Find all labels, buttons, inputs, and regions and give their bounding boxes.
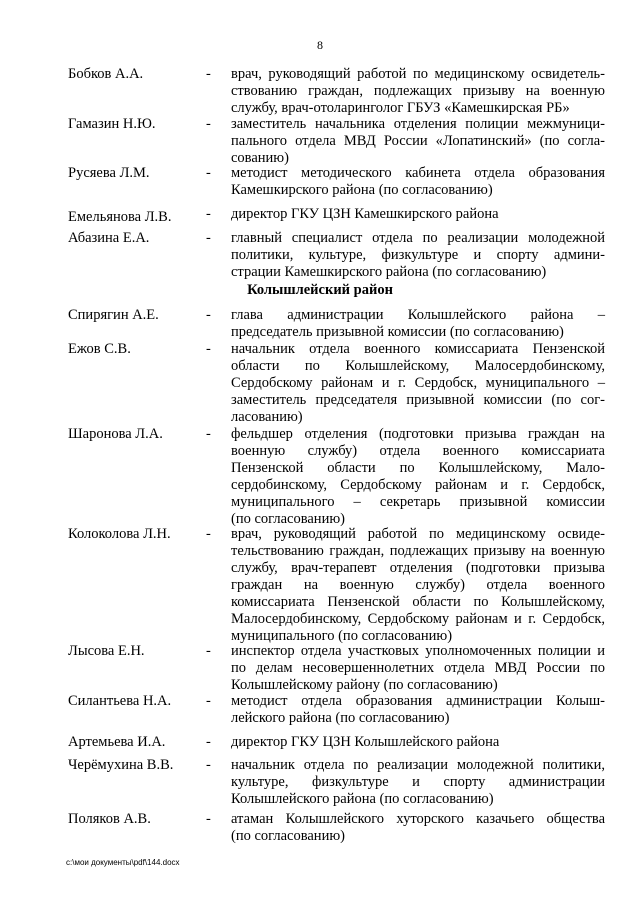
member-name: Абазина Е.А. — [68, 230, 150, 246]
role-line: инспектор отдела участковых уполномоченных полиции и — [231, 643, 605, 659]
role-line: ствованию граждан, подлежащих призыву на военную — [231, 83, 605, 99]
file-path-footer: c:\мои документы\pdf\144.docx — [66, 858, 180, 867]
role-line: Колышлейскому району (по согласованию) — [231, 677, 498, 693]
role-line: муниципального – секретарь призывной комиссии — [231, 494, 605, 510]
role-line: сердобинскому, Сердобскому районам и г. Сердобск, — [231, 477, 605, 493]
role-line: ласованию) — [231, 409, 303, 425]
role-line: Пензенской области по Колышлейскому, Мало- — [231, 460, 605, 476]
separator-dash: - — [206, 643, 211, 659]
separator-dash: - — [206, 757, 211, 773]
role-line: заместитель начальника отделения полиции межмуници- — [231, 116, 605, 132]
role-line: главный специалист отдела по реализации молодежной — [231, 230, 605, 246]
role-line: директор ГКУ ЦЗН Камешкирского района — [231, 206, 499, 222]
separator-dash: - — [206, 734, 211, 750]
role-line: Малосердобинскому, Сердобскому районам и г. Сердобск, — [231, 611, 605, 627]
member-role — [231, 66, 605, 117]
role-line: (по согласованию) — [231, 511, 345, 527]
role-line: службу, врач-терапевт отделения (подготовки призыва — [231, 560, 605, 576]
role-line: тельствованию граждан, подлежащих призыву на военную — [231, 543, 605, 559]
member-name: Ежов С.В. — [68, 341, 131, 357]
member-role — [231, 526, 605, 645]
member-role — [231, 116, 605, 167]
separator-dash: - — [206, 116, 211, 132]
separator-dash: - — [206, 165, 211, 181]
role-line: заместитель председателя призывной комиссии (по сог- — [231, 392, 605, 408]
member-role — [231, 341, 605, 426]
role-line: муниципального (по согласованию) — [231, 628, 453, 644]
member-role — [231, 165, 605, 199]
role-line: Камешкирского района (по согласованию) — [231, 182, 493, 198]
role-line: Сердобскому районам и г. Сердобск, муниципального – — [231, 375, 605, 391]
role-line: страции Камешкирского района (по согласованию) — [231, 264, 547, 280]
role-line: граждан на военную службу) отдела военного — [231, 577, 605, 593]
separator-dash: - — [206, 230, 211, 246]
member-name: Черёмухина В.В. — [68, 757, 174, 773]
role-line: директор ГКУ ЦЗН Колышлейского района — [231, 734, 500, 750]
member-name: Бобков А.А. — [68, 66, 144, 82]
member-name: Шаронова Л.А. — [68, 426, 163, 442]
member-role — [231, 230, 605, 281]
separator-dash: - — [206, 341, 211, 357]
role-line: области по Колышлейскому, Малосердобинскому, — [231, 358, 605, 374]
member-role — [231, 307, 605, 341]
role-line: атаман Колышлейского хуторского казачьего общества — [231, 811, 605, 827]
role-line: Колышлейского района (по согласованию) — [231, 791, 494, 807]
role-line: (по согласованию) — [231, 828, 345, 844]
member-role — [231, 206, 605, 223]
role-line: врач, руководящий работой по медицинскому освиде- — [231, 526, 605, 542]
separator-dash: - — [206, 693, 211, 709]
member-name: Поляков А.В. — [68, 811, 151, 827]
role-line: лейского района (по согласованию) — [231, 710, 450, 726]
page-number: 8 — [317, 38, 323, 52]
member-role — [231, 811, 605, 845]
member-name: Русяева Л.М. — [68, 165, 150, 181]
role-line: пального отдела МВД России «Лопатинский» (по согла- — [231, 133, 605, 149]
role-line: методист отдела образования администрации Колыш- — [231, 693, 605, 709]
separator-dash: - — [206, 811, 211, 827]
separator-dash: - — [206, 206, 211, 222]
role-line: врач, руководящий работой по медицинскому освидетель- — [231, 66, 605, 82]
role-line: методист методического кабинета отдела образования — [231, 165, 605, 181]
separator-dash: - — [206, 307, 211, 323]
role-line: комиссариата Пензенской области по Колышлейскому, — [231, 594, 605, 610]
member-role — [231, 693, 605, 727]
member-role — [231, 757, 605, 808]
role-line: глава администрации Колышлейского района – — [231, 307, 605, 323]
member-name: Емельянова Л.В. — [68, 209, 172, 225]
separator-dash: - — [206, 66, 211, 82]
member-name: Гамазин Н.Ю. — [68, 116, 156, 132]
role-line: службу, врач-отоларинголог ГБУЗ «Камешкирская РБ» — [231, 100, 570, 116]
member-role — [231, 734, 605, 751]
member-role — [231, 643, 605, 694]
separator-dash: - — [206, 426, 211, 442]
role-line: политики, культуре, физкультуре и спорту админи- — [231, 247, 605, 263]
role-line: начальник отдела военного комиссариата Пензенской — [231, 341, 605, 357]
role-line: начальник отдела по реализации молодежной политики, — [231, 757, 605, 773]
member-name: Силантьева Н.А. — [68, 693, 172, 709]
section-title: Колышлейский район — [247, 282, 393, 298]
role-line: культуре, физкультуре и спорту администрации — [231, 774, 605, 790]
role-line: по делам несовершеннолетних отдела МВД России по — [231, 660, 605, 676]
role-line: сованию) — [231, 150, 289, 166]
separator-dash: - — [206, 526, 211, 542]
member-name: Лысова Е.Н. — [68, 643, 145, 659]
role-line: фельдшер отделения (подготовки призыва граждан на — [231, 426, 605, 442]
member-role — [231, 426, 605, 528]
member-name: Артемьева И.А. — [68, 734, 166, 750]
role-line: военную службу) отдела военного комиссариата — [231, 443, 605, 459]
member-name: Спирягин А.Е. — [68, 307, 159, 323]
member-name: Колоколова Л.Н. — [68, 526, 171, 542]
role-line: председатель призывной комиссии (по согласованию) — [231, 324, 564, 340]
